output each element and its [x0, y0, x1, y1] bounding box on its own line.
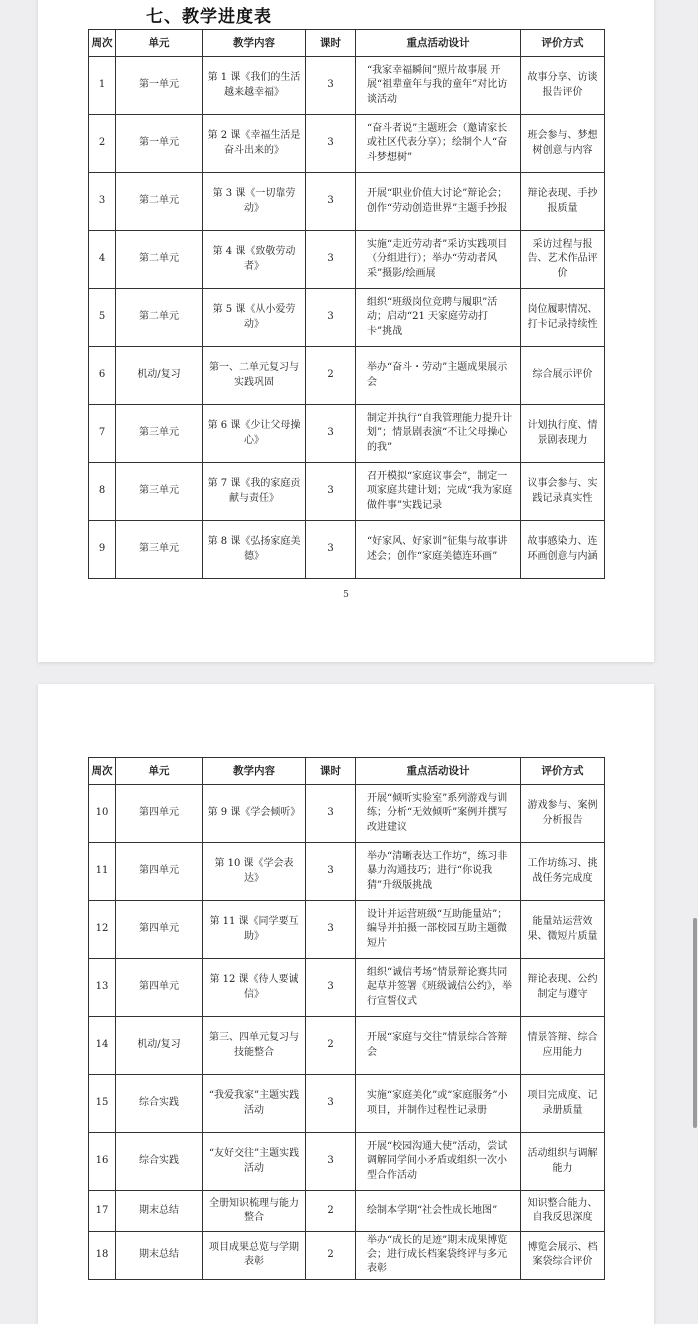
cell-unit: 第四单元 — [116, 959, 203, 1017]
cell-hours: 3 — [306, 405, 356, 463]
table-row — [89, 289, 605, 347]
cell-content: 第一、二单元复习与实践巩固 — [203, 347, 306, 405]
cell-content: 第 1 课《我们的生活越来越幸福》 — [203, 57, 306, 115]
cell-content: 第 7 课《我的家庭贡献与责任》 — [203, 463, 306, 521]
cell-week: 4 — [89, 231, 116, 289]
cell-unit: 机动/复习 — [116, 347, 203, 405]
table-row — [89, 1017, 605, 1075]
cell-activity: 设计并运营班级“互助能量站”；编导并拍摄一部校园互助主题微短片 — [356, 901, 521, 959]
cell-content: 第三、四单元复习与技能整合 — [203, 1017, 306, 1075]
table-row — [89, 1232, 605, 1280]
cell-activity: 召开模拟“家庭议事会”，制定一项家庭共建计划；完成“我为家庭做件事”实践记录 — [356, 463, 521, 521]
cell-hours: 3 — [306, 57, 356, 115]
cell-activity: 组织“诚信考场”情景辩论赛共同起草并签署《班级诚信公约》，举行宣誓仪式 — [356, 959, 521, 1017]
table-row — [89, 231, 605, 289]
cell-activity: 开展“家庭与交往”情景综合答辩会 — [356, 1017, 521, 1075]
cell-week: 8 — [89, 463, 116, 521]
cell-evaluation: 情景答辩、综合应用能力 — [521, 1017, 605, 1075]
cell-evaluation: 班会参与、梦想树创意与内容 — [521, 115, 605, 173]
cell-hours: 3 — [306, 231, 356, 289]
cell-evaluation: 工作坊练习、挑战任务完成度 — [521, 843, 605, 901]
cell-week: 6 — [89, 347, 116, 405]
cell-week: 9 — [89, 521, 116, 579]
table-row — [89, 1191, 605, 1232]
cell-content: 第 4 课《致敬劳动者》 — [203, 231, 306, 289]
scrollbar[interactable] — [693, 918, 697, 1128]
cell-evaluation: 岗位履职情况、打卡记录持续性 — [521, 289, 605, 347]
cell-week: 17 — [89, 1191, 116, 1232]
cell-content: “我爱我家”主题实践活动 — [203, 1075, 306, 1133]
table-row — [89, 115, 605, 173]
cell-activity: 开展“倾听实验室”系列游戏与训练；分析“无效倾听”案例并撰写改进建议 — [356, 785, 521, 843]
cell-content: 项目成果总览与学期表彰 — [203, 1232, 306, 1280]
cell-week: 1 — [89, 57, 116, 115]
cell-evaluation: 故事感染力、连环画创意与内涵 — [521, 521, 605, 579]
cell-activity: 实施“家庭美化”或“家庭服务”小项目，并制作过程性记录册 — [356, 1075, 521, 1133]
cell-hours: 3 — [306, 463, 356, 521]
header-content: 教学内容 — [203, 758, 306, 785]
cell-activity: 开展“校园沟通大使”活动，尝试调解同学间小矛盾或组织一次小型合作活动 — [356, 1133, 521, 1191]
cell-hours: 2 — [306, 1191, 356, 1232]
cell-unit: 第一单元 — [116, 115, 203, 173]
cell-evaluation: 辩论表现、公约制定与遵守 — [521, 959, 605, 1017]
table-row — [89, 1133, 605, 1191]
cell-week: 16 — [89, 1133, 116, 1191]
table-row — [89, 1075, 605, 1133]
cell-content: 第 2 课《幸福生活是奋斗出来的》 — [203, 115, 306, 173]
cell-hours: 3 — [306, 1075, 356, 1133]
cell-evaluation: 综合展示评价 — [521, 347, 605, 405]
cell-activity: 举办“成长的足迹”期末成果博览会；进行成长档案袋终评与多元表彰 — [356, 1232, 521, 1280]
table-row — [89, 521, 605, 579]
cell-week: 14 — [89, 1017, 116, 1075]
cell-unit: 期末总结 — [116, 1232, 203, 1280]
cell-unit: 第二单元 — [116, 231, 203, 289]
cell-hours: 3 — [306, 521, 356, 579]
cell-week: 5 — [89, 289, 116, 347]
cell-unit: 第四单元 — [116, 785, 203, 843]
cell-unit: 第四单元 — [116, 901, 203, 959]
cell-evaluation: 辩论表现、手抄报质量 — [521, 173, 605, 231]
cell-week: 7 — [89, 405, 116, 463]
cell-hours: 3 — [306, 959, 356, 1017]
cell-content: 第 11 课《同学要互助》 — [203, 901, 306, 959]
cell-activity: 开展“职业价值大讨论”辩论会；创作“劳动创造世界”主题手抄报 — [356, 173, 521, 231]
cell-content: 第 3 课《一切靠劳动》 — [203, 173, 306, 231]
header-evaluation: 评价方式 — [521, 758, 605, 785]
schedule-table — [88, 29, 605, 579]
cell-hours: 3 — [306, 289, 356, 347]
cell-hours: 2 — [306, 347, 356, 405]
header-content: 教学内容 — [203, 30, 306, 57]
header-week: 周次 — [89, 758, 116, 785]
cell-activity: 组织“班级岗位竞聘与履职”活动；启动“21 天家庭劳动打卡”挑战 — [356, 289, 521, 347]
cell-hours: 3 — [306, 843, 356, 901]
cell-evaluation: 能量站运营效果、微短片质量 — [521, 901, 605, 959]
cell-hours: 3 — [306, 173, 356, 231]
header-hours: 课时 — [306, 30, 356, 57]
cell-content: 第 5 课《从小爱劳动》 — [203, 289, 306, 347]
cell-activity: “奋斗者说”主题班会（邀请家长或社区代表分享）；绘制个人“奋斗梦想树” — [356, 115, 521, 173]
cell-evaluation: 故事分享、访谈报告评价 — [521, 57, 605, 115]
cell-hours: 3 — [306, 785, 356, 843]
page-number: 5 — [343, 590, 349, 600]
table-header-row — [89, 30, 605, 57]
header-unit: 单元 — [116, 758, 203, 785]
cell-evaluation: 知识整合能力、自我反思深度 — [521, 1191, 605, 1232]
cell-activity: 实施“走近劳动者”采访实践项目（分组进行）；举办“劳动者风采”摄影/绘画展 — [356, 231, 521, 289]
cell-unit: 第三单元 — [116, 463, 203, 521]
cell-unit: 第四单元 — [116, 843, 203, 901]
cell-unit: 综合实践 — [116, 1075, 203, 1133]
cell-week: 3 — [89, 173, 116, 231]
table-row — [89, 843, 605, 901]
cell-week: 15 — [89, 1075, 116, 1133]
cell-content: 第 8 课《弘扬家庭美德》 — [203, 521, 306, 579]
cell-activity: “我家幸福瞬间”照片故事展 开展“祖辈童年与我的童年”对比访谈活动 — [356, 57, 521, 115]
cell-unit: 第二单元 — [116, 289, 203, 347]
document-page-5 — [38, 0, 654, 662]
cell-unit: 第三单元 — [116, 521, 203, 579]
cell-unit: 第三单元 — [116, 405, 203, 463]
cell-unit: 期末总结 — [116, 1191, 203, 1232]
table-row — [89, 959, 605, 1017]
cell-activity: 绘制本学期“社会性成长地图” — [356, 1191, 521, 1232]
cell-hours: 2 — [306, 1017, 356, 1075]
cell-unit: 综合实践 — [116, 1133, 203, 1191]
cell-content: “友好交往”主题实践活动 — [203, 1133, 306, 1191]
cell-content: 第 6 课《少让父母操心》 — [203, 405, 306, 463]
table-header-row — [89, 758, 605, 785]
cell-activity: 制定并执行“自我管理能力提升计划”；情景剧表演“不让父母操心的我” — [356, 405, 521, 463]
cell-evaluation: 博览会展示、档案袋综合评价 — [521, 1232, 605, 1280]
cell-content: 第 10 课《学会表达》 — [203, 843, 306, 901]
cell-activity: 举办“奋斗・劳动”主题成果展示会 — [356, 347, 521, 405]
header-week: 周次 — [89, 30, 116, 57]
header-hours: 课时 — [306, 758, 356, 785]
cell-evaluation: 活动组织与调解能力 — [521, 1133, 605, 1191]
cell-week: 10 — [89, 785, 116, 843]
table-row — [89, 173, 605, 231]
table-row — [89, 347, 605, 405]
cell-evaluation: 游戏参与、案例分析报告 — [521, 785, 605, 843]
header-evaluation: 评价方式 — [521, 30, 605, 57]
cell-week: 18 — [89, 1232, 116, 1280]
cell-evaluation: 项目完成度、记录册质量 — [521, 1075, 605, 1133]
table-row — [89, 463, 605, 521]
cell-content: 第 9 课《学会倾听》 — [203, 785, 306, 843]
table-row — [89, 57, 605, 115]
table-row — [89, 405, 605, 463]
cell-activity: 举办“清晰表达工作坊”，练习非暴力沟通技巧；进行“你说我猜”升级版挑战 — [356, 843, 521, 901]
section-title: 七、教学进度表 — [146, 7, 272, 27]
cell-week: 12 — [89, 901, 116, 959]
header-unit: 单元 — [116, 30, 203, 57]
cell-unit: 第一单元 — [116, 57, 203, 115]
table-row — [89, 785, 605, 843]
cell-week: 13 — [89, 959, 116, 1017]
header-activity: 重点活动设计 — [356, 758, 521, 785]
cell-content: 第 12 课《待人要诚信》 — [203, 959, 306, 1017]
cell-hours: 3 — [306, 901, 356, 959]
table-row — [89, 901, 605, 959]
cell-hours: 3 — [306, 115, 356, 173]
cell-hours: 3 — [306, 1133, 356, 1191]
cell-content: 全册知识梳理与能力整合 — [203, 1191, 306, 1232]
schedule-table — [88, 757, 605, 1280]
cell-evaluation: 计划执行度、情景剧表现力 — [521, 405, 605, 463]
cell-hours: 2 — [306, 1232, 356, 1280]
cell-unit: 第二单元 — [116, 173, 203, 231]
cell-evaluation: 采访过程与报告、艺术作品评价 — [521, 231, 605, 289]
document-page-6 — [38, 684, 654, 1324]
cell-activity: “好家风、好家训”征集与故事讲述会；创作“家庭美德连环画” — [356, 521, 521, 579]
cell-evaluation: 议事会参与、实践记录真实性 — [521, 463, 605, 521]
cell-week: 2 — [89, 115, 116, 173]
cell-week: 11 — [89, 843, 116, 901]
header-activity: 重点活动设计 — [356, 30, 521, 57]
cell-unit: 机动/复习 — [116, 1017, 203, 1075]
